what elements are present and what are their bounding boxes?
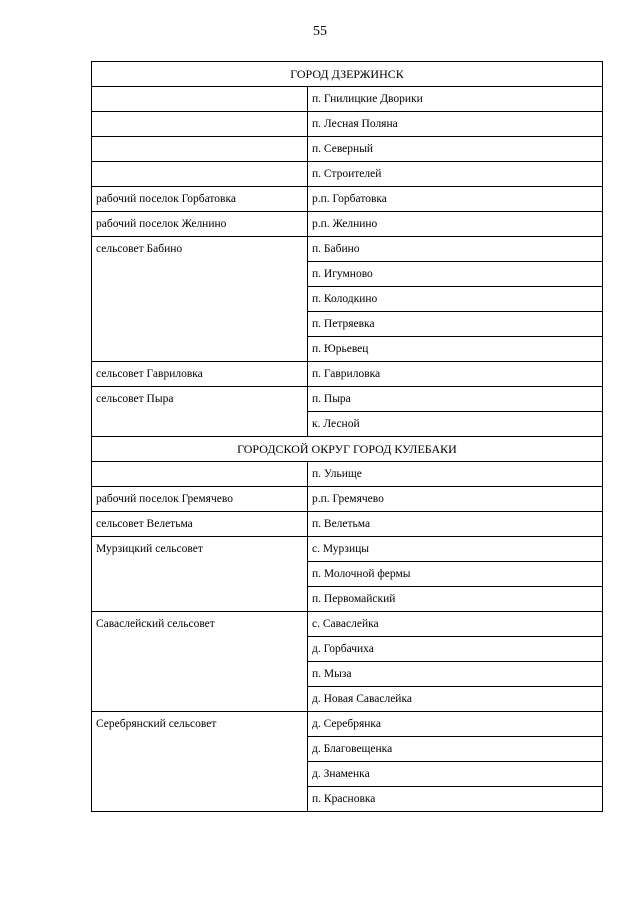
municipality-cell: сельсовет Гавриловка (92, 362, 308, 387)
municipality-cell: Серебрянский сельсовет (92, 712, 308, 812)
settlement-cell: п. Лесная Поляна (308, 112, 603, 137)
table-row (92, 112, 603, 137)
settlement-cell: п. Ульище (308, 462, 603, 487)
settlement-cell: д. Благовещенка (308, 737, 603, 762)
settlement-cell: д. Новая Саваслейка (308, 687, 603, 712)
table-row (92, 612, 603, 637)
table-row (92, 137, 603, 162)
empty-municipality-cell (92, 112, 308, 137)
settlement-cell: п. Велетьма (308, 512, 603, 537)
table-row (92, 162, 603, 187)
settlement-cell: д. Знаменка (308, 762, 603, 787)
settlement-cell: п. Строителей (308, 162, 603, 187)
section-header-row (92, 437, 603, 462)
table-row (92, 512, 603, 537)
page-number: 55 (313, 24, 327, 39)
settlement-cell: к. Лесной (308, 412, 603, 437)
settlement-cell: п. Петряевка (308, 312, 603, 337)
settlement-cell: п. Молочной фермы (308, 562, 603, 587)
settlement-cell: р.п. Желнино (308, 212, 603, 237)
settlement-cell: п. Пыра (308, 387, 603, 412)
municipality-cell: рабочий поселок Желнино (92, 212, 308, 237)
settlements-table (91, 61, 603, 812)
table-row (92, 537, 603, 562)
table-row (92, 87, 603, 112)
section-header-row (92, 62, 603, 87)
table-row (92, 462, 603, 487)
settlement-cell: д. Горбачиха (308, 637, 603, 662)
table-row (92, 237, 603, 262)
empty-municipality-cell (92, 162, 308, 187)
settlement-cell: п. Гавриловка (308, 362, 603, 387)
settlement-cell: п. Красновка (308, 787, 603, 812)
table-row (92, 362, 603, 387)
municipality-cell: рабочий поселок Горбатовка (92, 187, 308, 212)
settlement-cell: п. Северный (308, 137, 603, 162)
municipality-cell: Саваслейский сельсовет (92, 612, 308, 712)
settlement-cell: п. Мыза (308, 662, 603, 687)
empty-municipality-cell (92, 137, 308, 162)
settlements-table-body (92, 62, 603, 812)
settlement-cell: п. Юрьевец (308, 337, 603, 362)
municipality-cell: сельсовет Велетьма (92, 512, 308, 537)
settlement-cell: р.п. Горбатовка (308, 187, 603, 212)
settlement-cell: п. Гнилицкие Дворики (308, 87, 603, 112)
settlement-cell: п. Игумново (308, 262, 603, 287)
section-title: ГОРОД ДЗЕРЖИНСК (92, 62, 603, 87)
municipality-cell: Мурзицкий сельсовет (92, 537, 308, 612)
settlement-cell: п. Бабино (308, 237, 603, 262)
municipality-cell: сельсовет Бабино (92, 237, 308, 362)
settlement-cell: п. Колодкино (308, 287, 603, 312)
table-row (92, 212, 603, 237)
settlement-cell: п. Первомайский (308, 587, 603, 612)
municipality-cell: рабочий поселок Гремячево (92, 487, 308, 512)
table-row (92, 712, 603, 737)
settlement-cell: р.п. Гремячево (308, 487, 603, 512)
table-row (92, 387, 603, 412)
empty-municipality-cell (92, 87, 308, 112)
table-row (92, 187, 603, 212)
section-title: ГОРОДСКОЙ ОКРУГ ГОРОД КУЛЕБАКИ (92, 437, 603, 462)
municipality-cell: сельсовет Пыра (92, 387, 308, 437)
empty-municipality-cell (92, 462, 308, 487)
settlement-cell: с. Саваслейка (308, 612, 603, 637)
table-row (92, 487, 603, 512)
settlement-cell: д. Серебрянка (308, 712, 603, 737)
settlement-cell: с. Мурзицы (308, 537, 603, 562)
